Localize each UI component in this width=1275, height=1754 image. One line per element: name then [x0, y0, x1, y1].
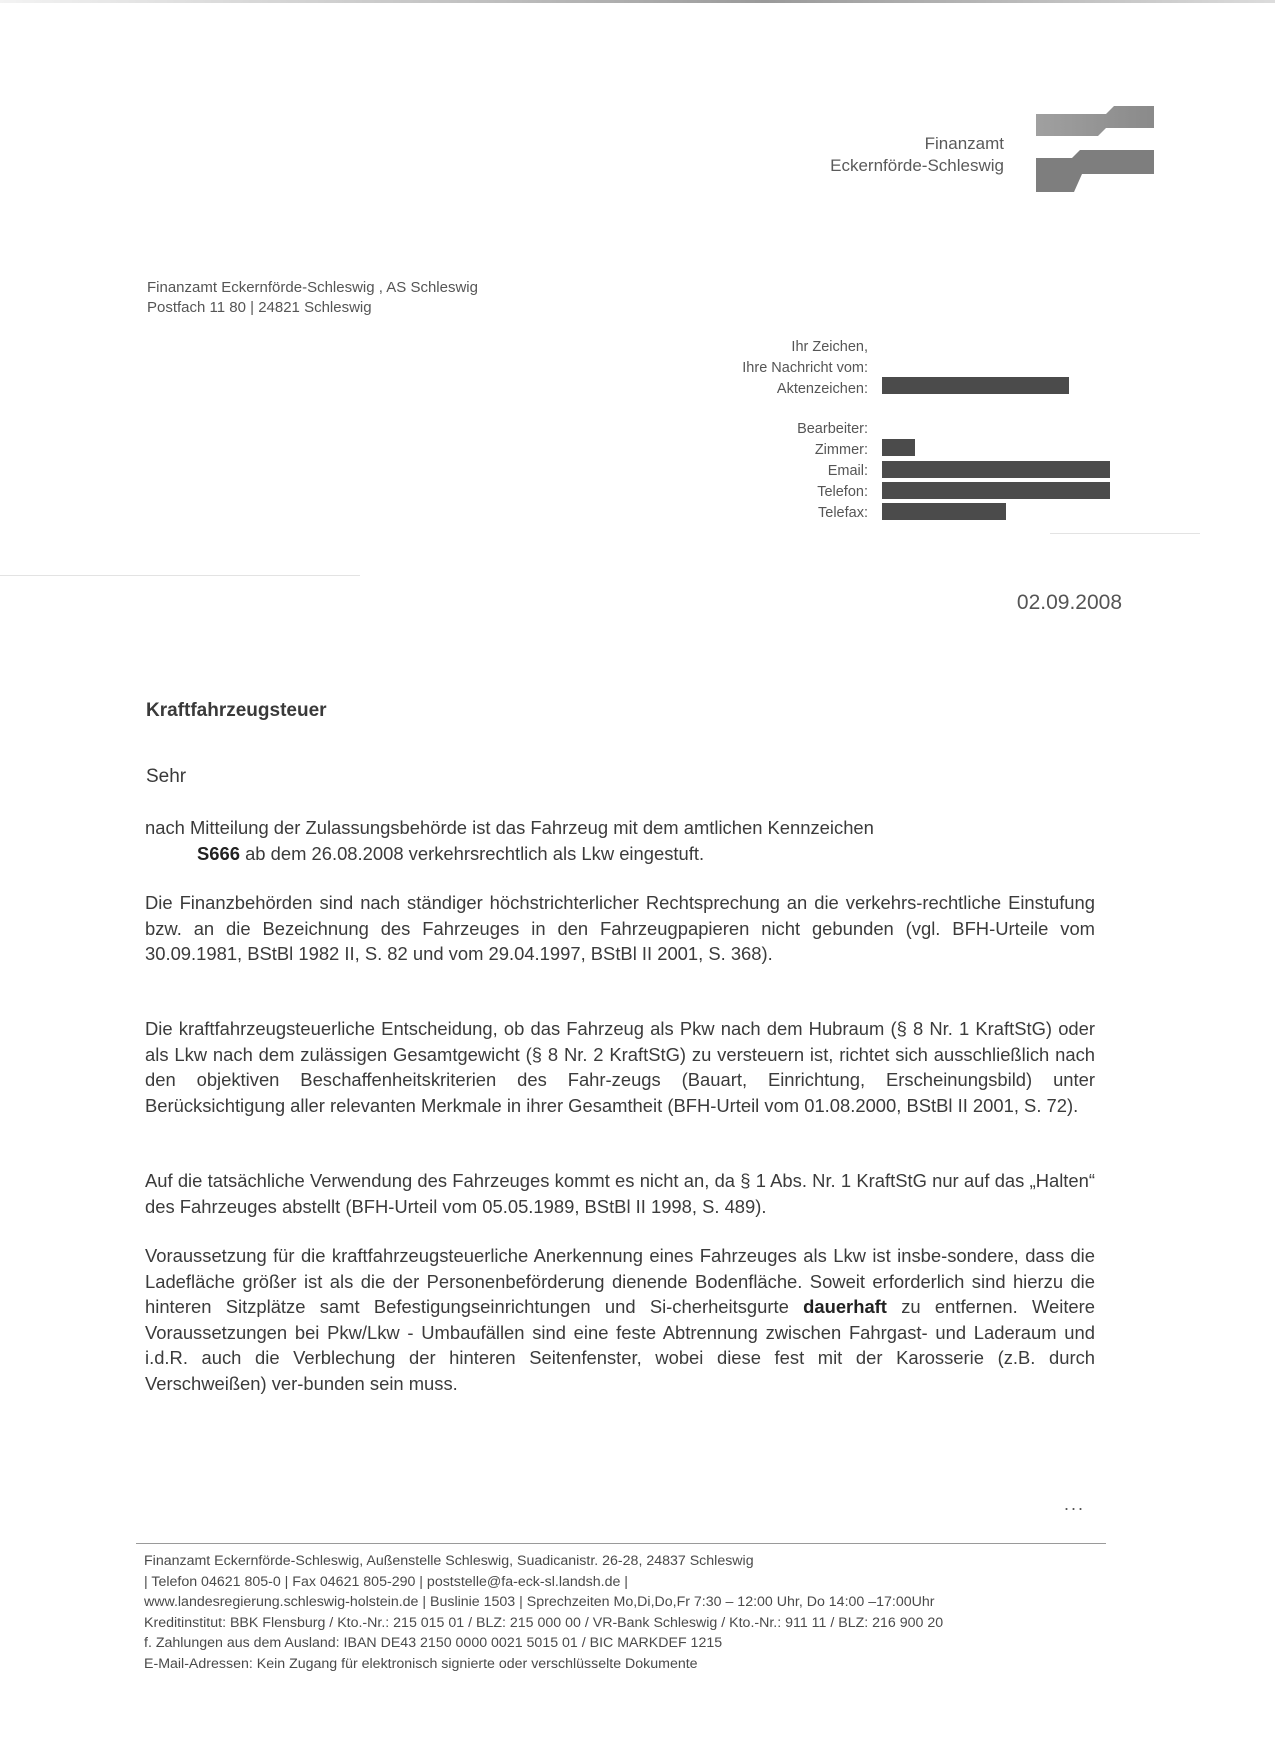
redaction-telefax [882, 503, 1006, 520]
scan-artifact-line [0, 575, 360, 576]
authority-line1: Finanzamt [924, 134, 1004, 153]
footer-address: Finanzamt Eckernförde-Schleswig, Außenstelle Schleswig, Suadicanistr. 26-28, 24837 Schleswig [144, 1553, 754, 1569]
ref-label-bearbeiter: Bearbeiter: [797, 421, 868, 437]
scan-artifact-line [1050, 533, 1200, 534]
scan-edge [0, 0, 1275, 3]
redaction-email [882, 461, 1110, 478]
return-address-line2: Postfach 11 80 | 24821 Schleswig [147, 299, 372, 316]
redaction-zimmer [882, 439, 915, 456]
letter-date: 02.09.2008 [1016, 591, 1122, 614]
subject-line: Kraftfahrzeugsteuer [146, 700, 327, 721]
return-address [147, 278, 478, 318]
footer-contact: | Telefon 04621 805-0 | Fax 04621 805-290 | poststelle@fa-eck-sl.landsh.de | [144, 1573, 628, 1590]
redaction-aktenzeichen [882, 377, 1069, 394]
body-paragraph-5 [145, 1243, 1095, 1396]
ref-label-telefax: Telefax: [818, 505, 868, 521]
body-paragraph-4: Auf die tatsächliche Verwendung des Fahrzeuges kommt es nicht an, da § 1 Abs. Nr. 1 KraftStG nur auf das „Halten“ des Fahrzeuges abstellt (BFH-Urteil vom 05.05.1989, BStBl II 1998, S. 489). [145, 1170, 1095, 1217]
ref-label-telefon: Telefon: [817, 484, 868, 500]
body-paragraph-3: Die kraftfahrzeugsteuerliche Entscheidung, ob das Fahrzeug als Pkw nach dem Hubraum (§ 8 Nr. 1 KraftStG) oder als Lkw nach dem zulässigen Gesamtgewicht (§ 8 Nr. 2 KraftStG) zu versteuern ist, richtet sich ausschließlich nach den objektiven Beschaffenheitskriterien des Fahr-zeugs (Bauart, Einrichtung, Erscheinungsbild) unter Berücksichtigung aller relevanten Merkmale in ihrer Gesamtheit (BFH-Urteil vom 01.08.2000, BStBl II 2001, S. 72). [145, 1018, 1095, 1116]
p5-text-b: zu entfernen. Weitere Voraussetzungen bei Pkw/Lkw - Umbaufällen sind eine feste Abtrennung zwischen Fahrgast- und Laderaum und i.d.R. auch die Verblechung der hinteren Seitenfenster, wobei diese fest mit der Karosserie (z.B. durch Verschweißen) ver-bunden sein muss. [145, 1296, 1096, 1394]
footer-bank: Kreditinstitut: BBK Flensburg / Kto.-Nr.: 215 015 01 / BLZ: 215 000 00 / VR-Bank Schleswig / Kto.-Nr.: 911 11 / BLZ: 216 900 20 [144, 1614, 944, 1631]
p5-emphasis: dauerhaft [803, 1296, 887, 1317]
salutation: Sehr [146, 766, 187, 787]
ref-label-nachricht: Ihre Nachricht vom: [742, 360, 868, 376]
ref-label-email: Email: [827, 463, 868, 479]
continuation-marker: ... [1064, 1494, 1086, 1514]
reference-labels [640, 337, 868, 524]
ref-label-zimmer: Zimmer: [814, 442, 868, 458]
footer-iban: f. Zahlungen aus dem Ausland: IBAN DE43 2150 0000 0021 5015 01 / BIC MARKDEF 1215 [144, 1635, 723, 1651]
footer-divider [136, 1543, 1106, 1544]
p1-text-b: ab dem 26.08.2008 verkehrsrechtlich als Lkw eingestuft. [239, 842, 705, 864]
license-plate: S666 [197, 842, 240, 864]
p5-text-a: Voraussetzung für die kraftfahrzeugsteuerliche Anerkennung eines Fahrzeuges als Lkw ist insbe-sondere, dass die Ladefläche größer ist als die der Personenbeförderung dienende Bodenfläche. Soweit erforderlich sind hierzu die hinteren Sitzplätze samt Befestigungseinrichtungen und Si-cherheitsgurte [145, 1245, 1095, 1317]
return-address-line1: Finanzamt Eckernförde-Schleswig , AS Schleswig [147, 279, 478, 296]
footer [144, 1551, 1104, 1674]
ref-label-aktenzeichen: Aktenzeichen: [776, 381, 868, 397]
ref-spacer [640, 400, 868, 419]
footer-email-note: E-Mail-Adressen: Kein Zugang für elektronisch signierte oder verschlüsselte Dokumente [144, 1655, 698, 1672]
redaction-telefon [882, 482, 1110, 499]
p1-text-a: nach Mitteilung der Zulassungsbehörde ist das Fahrzeug mit dem amtlichen Kennzeichen [145, 817, 874, 838]
body-paragraph-1 [145, 815, 1095, 866]
ref-label-ihr-zeichen: Ihr Zeichen, [791, 339, 868, 355]
body-paragraph-2: Die Finanzbehörden sind nach ständiger höchstrichterlicher Rechtsprechung an die verkehrs-rechtliche Einstufung bzw. an die Bezeichnung des Fahrzeuges in den Fahrzeugpapieren nicht gebunden (vgl. BFH-Urteile vom 30.09.1981, BStBl 1982 II, S. 82 und vom 29.04.1997, BStBl II 2001, S. 368). [145, 892, 1095, 964]
authority-line2: Eckernförde-Schleswig [830, 156, 1004, 175]
footer-hours: www.landesregierung.schleswig-holstein.de | Buslinie 1503 | Sprechzeiten Mo,Di,Do,Fr 7:30 – 12:00 Uhr, Do 14:00 –17:00Uhr [144, 1594, 935, 1610]
state-logo-icon [1036, 106, 1156, 192]
letterhead-authority [830, 133, 1004, 177]
